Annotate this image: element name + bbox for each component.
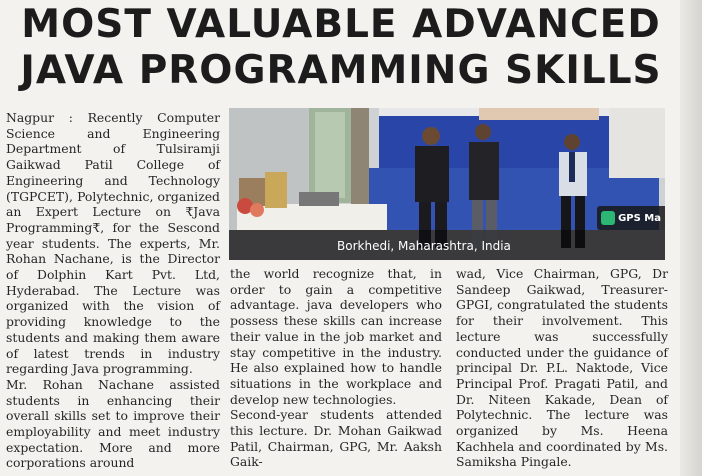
paragraph: the world recognize that, in order to gain a competitive advantage. java developers who possess these skills can increase their value in the job market and stay competitive in the industry. He also explained how to handle situations in the workplace and develop new technologies. — [230, 266, 442, 407]
article-column-2 — [230, 266, 442, 470]
gps-badge — [597, 206, 665, 230]
page-edge — [680, 0, 702, 476]
paragraph: Nagpur : Recently Computer Science and Engineering Department of Tulsiramji Gaikwad Patil College of Engineering and Technology (TGPCET), Polytechnic, organized an Expert Lecture on ₹Java Programming₹, for the Sescond year students. The experts, Mr. Rohan Nachane, is the Director of Dolphin Kart Pvt. Ltd, Hyderabad. The Lecture was organized with the vision of providing knowledge to the students and making them aware of latest trends in industry regarding Java programming. — [6, 110, 220, 377]
headline-line-1: MOST VALUABLE ADVANCED — [21, 2, 661, 47]
gps-badge-label: GPS Ma — [618, 212, 661, 224]
event-photo — [229, 108, 665, 260]
headline — [6, 2, 676, 94]
gps-map-camera-icon — [601, 211, 615, 225]
headline-line-2: JAVA PROGRAMMING SKILLS — [20, 48, 662, 93]
article-column-1 — [6, 110, 220, 471]
lecture-scene-image — [229, 108, 665, 260]
paragraph: Second-year students attended this lecture. Dr. Mohan Gaikwad Patil, Chairman, GPG, Mr. Aaksh Gaik- — [230, 407, 442, 470]
paragraph: wad, Vice Chairman, GPG, Dr Sandeep Gaikwad, Treasurer-GPGI, congratulated the students for their involvement. This lecture was successfully conducted under the guidance of principal Dr. P.L. Naktode, Vice Principal Prof. Pragati Patil, and Dr. Niteen Kakade, Dean of Polytechnic. The lecture was organized by Ms. Heena Kachhela and coordinated by Ms. Samiksha Pingale. — [456, 266, 668, 470]
paragraph: Mr. Rohan Nachane assisted students in enhancing their overall skills set to improve their employability and meet industry expectation. More and more corporations around — [6, 376, 220, 471]
photo-caption: Borkhedi, Maharashtra, India — [337, 239, 511, 253]
article-column-3 — [456, 266, 668, 470]
